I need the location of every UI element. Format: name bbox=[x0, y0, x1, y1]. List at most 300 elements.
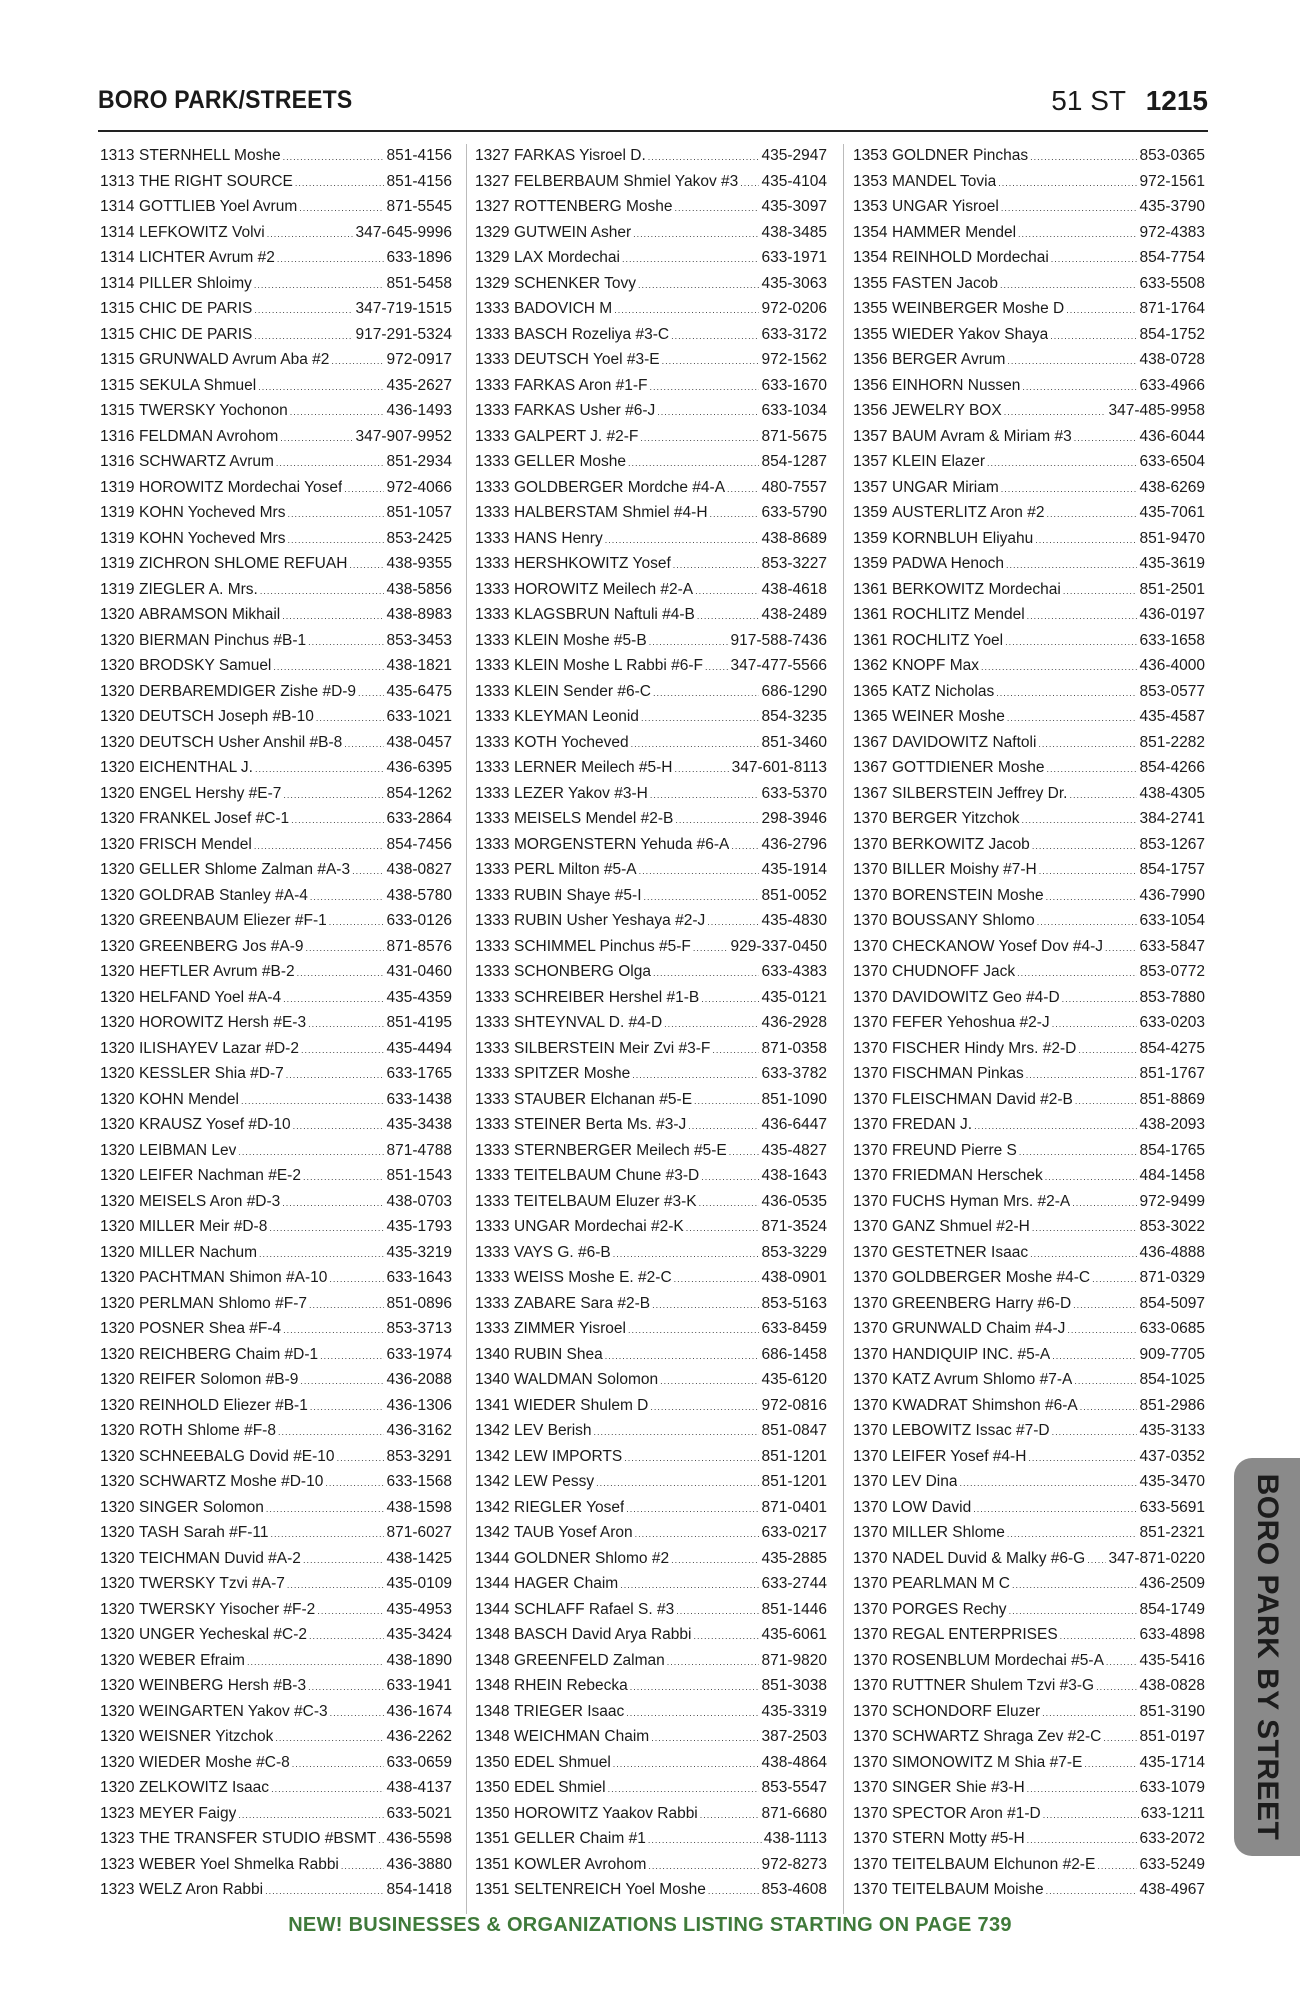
listing-entry bbox=[475, 1754, 827, 1780]
resident-name: MILLER Meir #D-8 bbox=[139, 1218, 268, 1235]
listing-entry bbox=[100, 1805, 452, 1831]
resident-name: PADWA Henoch bbox=[892, 555, 1004, 572]
dot-leader bbox=[693, 1626, 759, 1644]
resident-name: EINHORN Nussen bbox=[892, 376, 1021, 394]
listing-entry bbox=[100, 1499, 452, 1525]
resident-name: REIFER Solomon #B-9 bbox=[139, 1371, 299, 1388]
house-number: 1320 bbox=[100, 1549, 135, 1567]
house-number: 1370 bbox=[853, 1294, 888, 1312]
listing-entry bbox=[853, 1448, 1205, 1474]
dot-leader bbox=[1087, 1550, 1106, 1568]
phone-number: 431-0460 bbox=[386, 963, 452, 980]
house-number: 1357 bbox=[853, 453, 888, 470]
phone-number: 436-1493 bbox=[386, 402, 452, 419]
resident-name: SPECTOR Aron #1-D bbox=[892, 1804, 1041, 1822]
listing-entry bbox=[853, 963, 1205, 989]
listing-entry bbox=[100, 938, 452, 964]
house-number: 1320 bbox=[100, 1218, 135, 1235]
listing-entry bbox=[100, 708, 452, 734]
house-number: 1319 bbox=[100, 555, 135, 572]
resident-name: KOTH Yocheved bbox=[514, 733, 629, 751]
dot-leader bbox=[626, 1703, 759, 1721]
phone-number: 438-2093 bbox=[1139, 1116, 1205, 1133]
listing-entry bbox=[475, 606, 827, 632]
house-number: 1365 bbox=[853, 708, 888, 725]
listing-entry bbox=[475, 1116, 827, 1142]
resident-name: GOLDNER Pinchas bbox=[892, 147, 1029, 164]
house-number: 1327 bbox=[475, 198, 510, 215]
house-number: 1333 bbox=[475, 504, 510, 521]
phone-number: 435-6061 bbox=[761, 1626, 827, 1643]
resident-name: GREENBERG Jos #A-9 bbox=[139, 937, 304, 955]
resident-name: GOLDNER Shlomo #2 bbox=[514, 1549, 670, 1567]
dot-leader bbox=[310, 887, 385, 905]
dot-leader bbox=[1078, 1040, 1137, 1058]
listing-entry bbox=[475, 1728, 827, 1754]
phone-number: 435-6120 bbox=[761, 1371, 827, 1388]
phone-number: 853-3453 bbox=[386, 631, 452, 649]
resident-name: BADOVICH M bbox=[514, 300, 613, 317]
listing-entry bbox=[853, 1065, 1205, 1091]
resident-name: REGAL ENTERPRISES bbox=[892, 1626, 1058, 1643]
dot-leader bbox=[265, 1881, 384, 1899]
dot-leader bbox=[674, 1269, 760, 1287]
listing-entry bbox=[853, 1703, 1205, 1729]
listing-entry bbox=[853, 989, 1205, 1015]
phone-number: 854-1418 bbox=[386, 1881, 452, 1898]
dot-leader bbox=[1007, 1524, 1138, 1542]
resident-name: MILLER Nachum bbox=[139, 1243, 258, 1261]
resident-name: ROTTENBERG Moshe bbox=[514, 198, 673, 215]
phone-number: 853-3229 bbox=[761, 1243, 827, 1261]
listing-entry bbox=[853, 785, 1205, 811]
phone-number: 972-4383 bbox=[1139, 223, 1205, 241]
listing-entry bbox=[100, 1524, 452, 1550]
phone-number: 917-588-7436 bbox=[730, 631, 827, 649]
listing-entry bbox=[475, 861, 827, 887]
resident-name: GOTTLIEB Yoel Avrum bbox=[139, 198, 298, 215]
dot-leader bbox=[605, 530, 760, 548]
house-number: 1362 bbox=[853, 657, 888, 674]
dot-leader bbox=[650, 785, 760, 803]
phone-number: 633-5508 bbox=[1139, 274, 1205, 292]
resident-name: LICHTER Avrum #2 bbox=[139, 249, 275, 266]
dot-leader bbox=[1106, 1652, 1138, 1670]
resident-name: SILBERSTEIN Meir Zvi #3-F bbox=[514, 1039, 711, 1057]
resident-name: CHUDNOFF Jack bbox=[892, 963, 1016, 980]
dot-leader bbox=[1067, 1320, 1137, 1338]
resident-name: LEW IMPORTS bbox=[514, 1447, 623, 1465]
dot-leader bbox=[1074, 1371, 1137, 1389]
listing-entry bbox=[853, 708, 1205, 734]
phone-number: 436-2509 bbox=[1139, 1575, 1205, 1592]
resident-name: SELTENREICH Yoel Moshe bbox=[514, 1881, 706, 1898]
listing-entry bbox=[475, 581, 827, 607]
dot-leader bbox=[297, 963, 385, 981]
phone-number: 438-9355 bbox=[386, 555, 452, 572]
listing-entry bbox=[100, 1473, 452, 1499]
dot-leader bbox=[605, 1346, 760, 1364]
house-number: 1353 bbox=[853, 172, 888, 190]
house-number: 1333 bbox=[475, 555, 510, 572]
house-number: 1320 bbox=[100, 1422, 135, 1439]
phone-number: 633-5021 bbox=[386, 1804, 452, 1822]
house-number: 1333 bbox=[475, 988, 510, 1006]
resident-name: GOLDRAB Stanley #A-4 bbox=[139, 886, 308, 904]
listing-entry bbox=[475, 1881, 827, 1907]
house-number: 1370 bbox=[853, 1855, 888, 1873]
dot-leader bbox=[344, 479, 384, 497]
phone-number: 435-5416 bbox=[1139, 1651, 1205, 1669]
resident-name: EDEL Shmuel bbox=[514, 1753, 611, 1771]
phone-number: 436-6044 bbox=[1139, 427, 1205, 445]
phone-number: 435-3619 bbox=[1139, 555, 1205, 572]
listing-entry bbox=[853, 300, 1205, 326]
dot-leader bbox=[1050, 326, 1137, 344]
house-number: 1370 bbox=[853, 1345, 888, 1363]
dot-leader bbox=[1030, 1244, 1137, 1262]
dot-leader bbox=[1039, 861, 1138, 879]
listing-entry bbox=[475, 453, 827, 479]
phone-number: 435-0121 bbox=[761, 988, 827, 1006]
resident-name: WEISNER Yitzchok bbox=[139, 1728, 274, 1745]
listing-entry bbox=[100, 1269, 452, 1295]
resident-name: KLAGSBRUN Naftuli #4-B bbox=[514, 606, 695, 623]
listing-entry bbox=[475, 1601, 827, 1627]
phone-number: 436-3162 bbox=[386, 1422, 452, 1439]
house-number: 1333 bbox=[475, 1192, 510, 1210]
dot-leader bbox=[259, 1244, 384, 1262]
house-number: 1370 bbox=[853, 1830, 888, 1847]
phone-number: 438-8689 bbox=[761, 529, 827, 547]
resident-name: UNGER Yecheskal #C-2 bbox=[139, 1626, 307, 1643]
phone-number: 436-2928 bbox=[761, 1014, 827, 1031]
house-number: 1333 bbox=[475, 1269, 510, 1286]
resident-name: GOLDBERGER Moshe #4-C bbox=[892, 1269, 1091, 1286]
listing-entry bbox=[100, 734, 452, 760]
house-number: 1333 bbox=[475, 733, 510, 751]
dot-leader bbox=[1027, 1830, 1138, 1848]
listing-entry bbox=[100, 1856, 452, 1882]
phone-number: 633-4383 bbox=[761, 963, 827, 980]
resident-name: KORNBLUH Eliyahu bbox=[892, 529, 1034, 547]
house-number: 1320 bbox=[100, 682, 135, 700]
resident-name: DEUTSCH Usher Anshil #B-8 bbox=[139, 733, 343, 751]
resident-name: BASCH David Arya Rabbi bbox=[514, 1626, 692, 1643]
phone-number: 435-4827 bbox=[761, 1141, 827, 1159]
house-number: 1319 bbox=[100, 529, 135, 547]
dot-leader bbox=[641, 708, 760, 726]
house-number: 1320 bbox=[100, 1498, 135, 1516]
phone-number: 435-3424 bbox=[386, 1626, 452, 1643]
dot-leader bbox=[653, 963, 760, 981]
resident-name: ROCHLITZ Mendel bbox=[892, 606, 1025, 623]
listing-entry bbox=[853, 759, 1205, 785]
dot-leader bbox=[639, 861, 760, 879]
house-number: 1333 bbox=[475, 937, 510, 955]
dot-leader bbox=[275, 1728, 384, 1746]
house-number: 1320 bbox=[100, 963, 135, 980]
phone-number: 854-4275 bbox=[1139, 1039, 1205, 1057]
dot-leader bbox=[676, 1601, 759, 1619]
phone-number: 972-4066 bbox=[386, 478, 452, 496]
listing-entry bbox=[853, 1346, 1205, 1372]
resident-name: UNGAR Miriam bbox=[892, 478, 999, 496]
house-number: 1342 bbox=[475, 1524, 510, 1541]
dot-leader bbox=[707, 912, 759, 930]
house-number: 1370 bbox=[853, 1320, 888, 1337]
phone-number: 298-3946 bbox=[761, 810, 827, 827]
phone-number: 851-4156 bbox=[386, 172, 452, 190]
dot-leader bbox=[1007, 708, 1138, 726]
house-number: 1333 bbox=[475, 861, 510, 878]
dot-leader bbox=[1051, 249, 1138, 267]
house-number: 1316 bbox=[100, 453, 135, 470]
resident-name: LOW David bbox=[892, 1498, 972, 1516]
dot-leader bbox=[276, 453, 385, 471]
dot-leader bbox=[1042, 1703, 1137, 1721]
phone-number: 438-5856 bbox=[386, 580, 452, 598]
resident-name: BAUM Avram & Miriam #3 bbox=[892, 427, 1072, 445]
resident-name: BERKOWITZ Mordechai bbox=[892, 580, 1061, 598]
listing-entry bbox=[475, 785, 827, 811]
dot-leader bbox=[664, 1014, 759, 1032]
house-number: 1359 bbox=[853, 504, 888, 521]
resident-name: FUCHS Hyman Mrs. #2-A bbox=[892, 1192, 1071, 1210]
listing-entry bbox=[853, 530, 1205, 556]
house-number: 1316 bbox=[100, 427, 135, 445]
phone-number: 633-1438 bbox=[386, 1090, 452, 1108]
listing-entry bbox=[853, 453, 1205, 479]
phone-number: 633-1896 bbox=[386, 249, 452, 266]
dot-leader bbox=[1052, 1422, 1138, 1440]
phone-number: 853-3291 bbox=[386, 1447, 452, 1465]
listing-entry bbox=[475, 530, 827, 556]
resident-name: MILLER Shlome bbox=[892, 1524, 1005, 1541]
resident-name: KLEYMAN Leonid bbox=[514, 708, 639, 725]
phone-number: 871-0401 bbox=[761, 1498, 827, 1516]
listing-entry bbox=[853, 887, 1205, 913]
listing-entry bbox=[475, 759, 827, 785]
listing-entry bbox=[475, 1040, 827, 1066]
resident-name: MEISELS Aron #D-3 bbox=[139, 1192, 281, 1210]
dot-leader bbox=[635, 1524, 760, 1542]
resident-name: FLEISCHMAN David #2-B bbox=[892, 1090, 1073, 1108]
resident-name: HOROWITZ Yaakov Rabbi bbox=[514, 1804, 698, 1822]
dot-leader bbox=[330, 1703, 385, 1721]
house-number: 1313 bbox=[100, 172, 135, 190]
listing-entry bbox=[853, 861, 1205, 887]
listing-entry bbox=[475, 1473, 827, 1499]
resident-name: THE RIGHT SOURCE bbox=[139, 172, 293, 190]
listing-entry bbox=[853, 657, 1205, 683]
phone-number: 484-1458 bbox=[1139, 1167, 1205, 1184]
resident-name: TEITELBAUM Eluzer #3-K bbox=[514, 1192, 697, 1210]
listing-entry bbox=[100, 479, 452, 505]
house-number: 1350 bbox=[475, 1804, 510, 1822]
phone-number: 854-1025 bbox=[1139, 1371, 1205, 1388]
resident-name: KLEIN Sender #6-C bbox=[514, 682, 651, 700]
resident-name: TWERSKY Tzvi #A-7 bbox=[139, 1575, 285, 1592]
phone-number: 633-1941 bbox=[386, 1677, 452, 1694]
resident-name: ROTH Shlome #F-8 bbox=[139, 1422, 276, 1439]
phone-number: 851-1446 bbox=[761, 1600, 827, 1618]
house-number: 1333 bbox=[475, 402, 510, 419]
resident-name: WALDMAN Solomon bbox=[514, 1371, 659, 1388]
listing-entry bbox=[475, 428, 827, 454]
listing-entry bbox=[100, 1754, 452, 1780]
resident-name: THE TRANSFER STUDIO #BSMT bbox=[139, 1830, 377, 1847]
dot-leader bbox=[671, 326, 759, 344]
dot-leader bbox=[608, 1779, 760, 1797]
listing-entry bbox=[100, 428, 452, 454]
house-number: 1370 bbox=[853, 1039, 888, 1057]
listing-entry bbox=[100, 1167, 452, 1193]
resident-name: HANS Henry bbox=[514, 529, 603, 547]
resident-name: DAVIDOWITZ Geo #4-D bbox=[892, 988, 1060, 1006]
house-number: 1327 bbox=[475, 147, 510, 164]
dot-leader bbox=[283, 989, 384, 1007]
phone-number: 871-6680 bbox=[761, 1804, 827, 1822]
phone-number: 438-8983 bbox=[386, 606, 452, 623]
house-number: 1370 bbox=[853, 1269, 888, 1286]
listing-entry bbox=[475, 657, 827, 683]
phone-number: 851-1767 bbox=[1139, 1065, 1205, 1082]
house-number: 1333 bbox=[475, 529, 510, 547]
resident-name: SINGER Shie #3-H bbox=[892, 1779, 1025, 1796]
phone-number: 871-0329 bbox=[1139, 1269, 1205, 1286]
phone-number: 438-0703 bbox=[386, 1192, 452, 1210]
dot-leader bbox=[308, 1014, 384, 1032]
house-number: 1370 bbox=[853, 937, 888, 955]
dot-leader bbox=[644, 887, 760, 905]
dot-leader bbox=[660, 1371, 759, 1389]
house-number: 1351 bbox=[475, 1830, 510, 1847]
resident-name: FISCHMAN Pinkas bbox=[892, 1065, 1024, 1082]
phone-number: 436-1674 bbox=[386, 1702, 452, 1720]
house-number: 1370 bbox=[853, 1116, 888, 1133]
resident-name: POSNER Shea #F-4 bbox=[139, 1320, 282, 1337]
dot-leader bbox=[626, 1499, 759, 1517]
phone-number: 436-3880 bbox=[386, 1855, 452, 1873]
phone-number: 854-1757 bbox=[1139, 861, 1205, 878]
resident-name: KESSLER Shia #D-7 bbox=[139, 1065, 284, 1082]
resident-name: SCHIMMEL Pinchus #5-F bbox=[514, 937, 691, 955]
house-number: 1315 bbox=[100, 376, 135, 394]
resident-name: LEIBMAN Lev bbox=[139, 1141, 237, 1159]
house-number: 1357 bbox=[853, 478, 888, 496]
resident-name: GALPERT J. #2-F bbox=[514, 427, 639, 445]
phone-number: 438-3485 bbox=[761, 223, 827, 241]
house-number: 1320 bbox=[100, 784, 135, 802]
house-number: 1370 bbox=[853, 1447, 888, 1465]
listing-entry bbox=[853, 147, 1205, 173]
phone-number: 435-3097 bbox=[761, 198, 827, 215]
resident-name: FREUND Pierre S bbox=[892, 1141, 1017, 1159]
house-number: 1315 bbox=[100, 300, 135, 317]
dot-leader bbox=[987, 453, 1137, 471]
resident-name: SILBERSTEIN Jeffrey Dr. bbox=[892, 784, 1068, 802]
listing-entry bbox=[475, 1218, 827, 1244]
resident-name: KATZ Avrum Shlomo #7-A bbox=[892, 1371, 1073, 1388]
listing-entry bbox=[100, 1626, 452, 1652]
listing-entry bbox=[853, 1269, 1205, 1295]
dot-leader bbox=[1005, 632, 1137, 650]
house-number: 1320 bbox=[100, 733, 135, 751]
phone-number: 436-2088 bbox=[386, 1371, 452, 1388]
dot-leader bbox=[260, 581, 385, 599]
listing-entry bbox=[475, 708, 827, 734]
resident-name: HOROWITZ Hersh #E-3 bbox=[139, 1014, 307, 1031]
house-number: 1320 bbox=[100, 1779, 135, 1796]
listing-entry bbox=[100, 1779, 452, 1805]
dot-leader bbox=[701, 1167, 759, 1185]
dot-leader bbox=[238, 1805, 384, 1823]
listing-entry bbox=[100, 912, 452, 938]
dot-leader bbox=[694, 1091, 759, 1109]
house-number: 1333 bbox=[475, 1090, 510, 1108]
listing-entry bbox=[100, 810, 452, 836]
resident-name: HERSHKOWITZ Yosef bbox=[514, 555, 671, 572]
listing-entry bbox=[853, 1754, 1205, 1780]
resident-name: KATZ Nicholas bbox=[892, 682, 995, 700]
house-number: 1333 bbox=[475, 580, 510, 598]
phone-number: 633-1974 bbox=[386, 1345, 452, 1363]
resident-name: SINGER Solomon bbox=[139, 1498, 264, 1516]
listing-entry bbox=[853, 683, 1205, 709]
phone-number: 633-1034 bbox=[761, 402, 827, 419]
listing-entry bbox=[475, 1295, 827, 1321]
listing-entry bbox=[853, 326, 1205, 352]
dot-leader bbox=[287, 504, 384, 522]
listing-entry bbox=[475, 1856, 827, 1882]
resident-name: STEINER Berta Ms. #3-J bbox=[514, 1116, 687, 1133]
house-number: 1320 bbox=[100, 1524, 135, 1541]
house-number: 1333 bbox=[475, 1065, 510, 1082]
dot-leader bbox=[1075, 1091, 1138, 1109]
house-number: 1320 bbox=[100, 1116, 135, 1133]
listing-entry bbox=[100, 1040, 452, 1066]
dot-leader bbox=[1009, 1601, 1138, 1619]
dot-leader bbox=[614, 300, 759, 318]
house-number: 1323 bbox=[100, 1881, 135, 1898]
listing-entry bbox=[853, 1040, 1205, 1066]
phone-number: 435-3438 bbox=[386, 1116, 452, 1133]
listing-entry bbox=[475, 1320, 827, 1346]
listing-entry bbox=[100, 1652, 452, 1678]
phone-number: 437-0352 bbox=[1139, 1447, 1205, 1465]
dot-leader bbox=[974, 1116, 1137, 1134]
dot-leader bbox=[290, 402, 385, 420]
listing-entry bbox=[853, 1499, 1205, 1525]
listing-entry bbox=[100, 555, 452, 581]
house-number: 1370 bbox=[853, 861, 888, 878]
resident-name: FRIEDMAN Herschek bbox=[892, 1167, 1043, 1184]
phone-number: 347-719-1515 bbox=[355, 300, 452, 317]
house-number: 1370 bbox=[853, 1702, 888, 1720]
listing-entry bbox=[475, 351, 827, 377]
resident-name: ENGEL Hershy #E-7 bbox=[139, 784, 282, 802]
listing-entry bbox=[853, 1652, 1205, 1678]
phone-number: 435-6475 bbox=[386, 682, 452, 700]
resident-name: WIEDER Moshe #C-8 bbox=[139, 1753, 290, 1771]
resident-name: WEINER Moshe bbox=[892, 708, 1005, 725]
resident-name: AUSTERLITZ Aron #2 bbox=[892, 504, 1045, 521]
house-number: 1320 bbox=[100, 1728, 135, 1745]
phone-number: 435-7061 bbox=[1139, 504, 1205, 521]
listing-entry bbox=[475, 1779, 827, 1805]
dot-leader bbox=[1000, 275, 1138, 293]
